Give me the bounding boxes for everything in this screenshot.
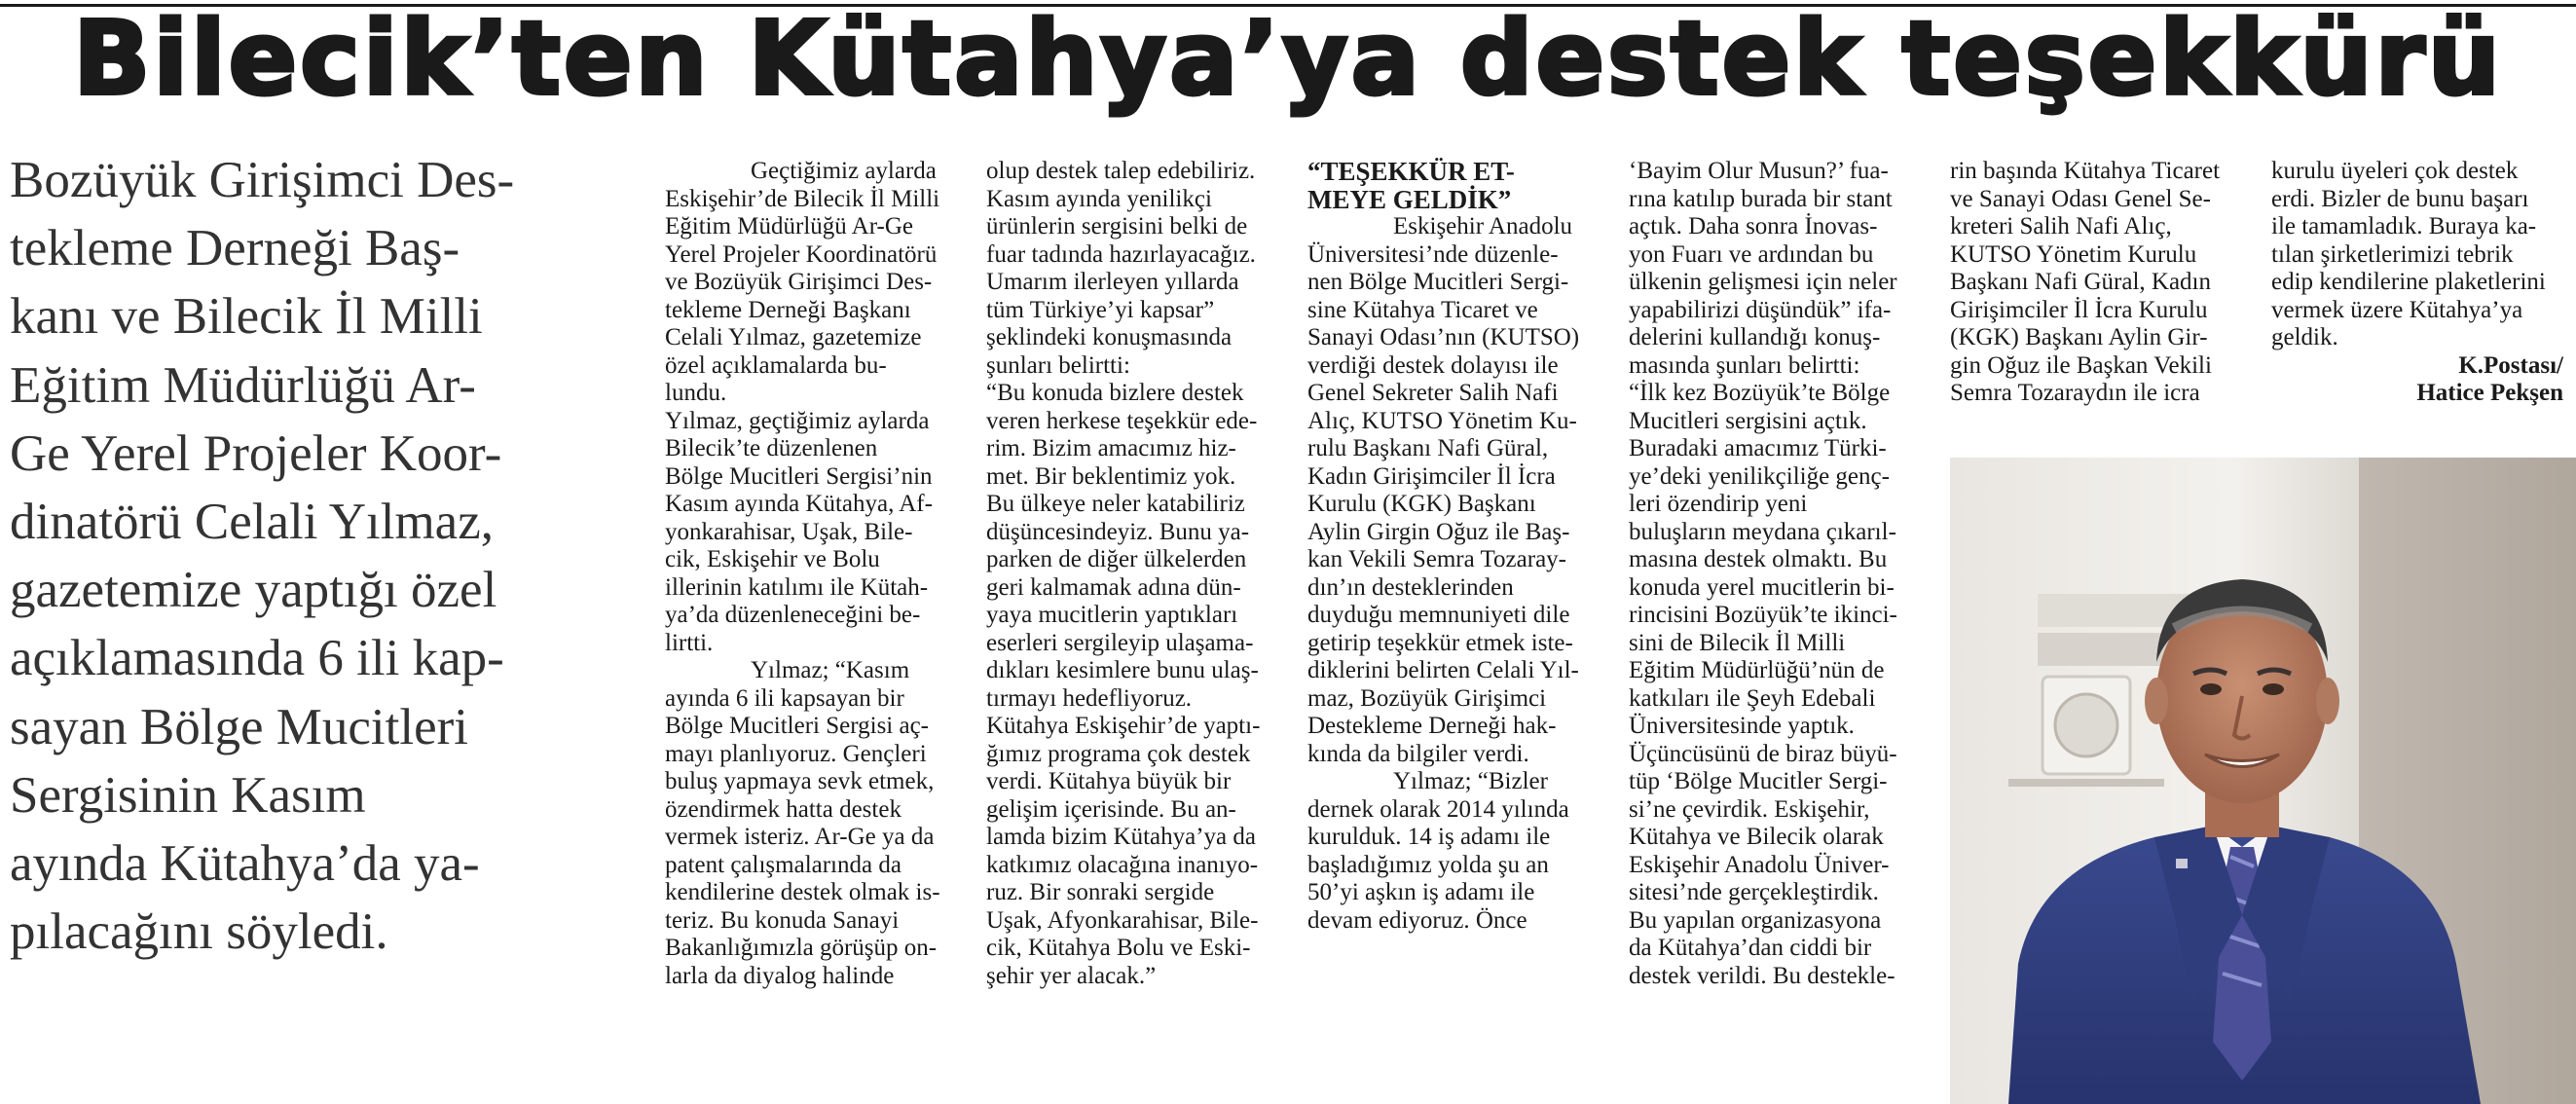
lead-line: Bozüyük Girişimci Des- xyxy=(10,152,515,208)
body-line: gelişim içerisinde. Bu an- xyxy=(986,795,1236,823)
lead-line: Sergisinin Kasım xyxy=(10,766,366,824)
body-line: Kasım ayında yenilikçi xyxy=(986,185,1212,212)
body-line: Geçtiğimiz aylarda xyxy=(751,158,937,184)
body-line: Genel Sekreter Salih Nafi xyxy=(1307,380,1559,406)
body-line: Uşak, Afyonkarahisar, Bile- xyxy=(986,906,1259,934)
body-line: açtık. Daha sonra İnovas- xyxy=(1629,213,1878,239)
body-line: vermek üzere Kütahya’ya xyxy=(2271,296,2523,323)
body-line: katkıları ile Şeyh Edebali xyxy=(1629,684,1876,712)
body-line: Semra Tozaraydın ile icra xyxy=(1950,380,2200,406)
body-line: devam ediyoruz. Önce xyxy=(1307,906,1527,934)
body-line: kreteri Salih Nafi Alıç, xyxy=(1950,213,2172,239)
body-line: geldik. xyxy=(2271,324,2338,350)
body-line: düşüncesindeyiz. Bunu ya- xyxy=(986,518,1250,545)
body-line: mayı planlıyoruz. Gençleri xyxy=(665,740,927,767)
body-line: olup destek talep edebiliriz. xyxy=(986,158,1256,184)
body-line: lundu. xyxy=(665,380,727,406)
body-line: ye’deki yenilikçiliğe genç- xyxy=(1629,462,1890,490)
body-line: si’ne çevirdik. Eskişehir, xyxy=(1629,795,1870,823)
body-line: Kütahya Eskişehir’de yaptı- xyxy=(986,713,1261,739)
body-line: rin başında Kütahya Ticaret xyxy=(1950,158,2221,184)
body-line: tılan şirketlerimizi tebrik xyxy=(2271,240,2514,268)
body-line: sine Kütahya Ticaret ve xyxy=(1307,296,1538,323)
lead-line: açıklamasında 6 ili kap- xyxy=(10,630,504,687)
body-line: delerini kullandığı konuş- xyxy=(1629,324,1881,350)
body-line: rim. Bizim amacımız hiz- xyxy=(986,435,1236,461)
body-line: ğımız programa çok destek xyxy=(986,740,1251,767)
body-line: Kurulu (KGK) Başkanı xyxy=(1307,491,1536,517)
body-line: getirip teşekkür etmek iste- xyxy=(1307,629,1573,656)
body-line: Eskişehir Anadolu xyxy=(1393,213,1573,239)
body-line: masında şunları belirtti: xyxy=(1629,351,1860,379)
body-line: gin Oğuz ile Başkan Vekili xyxy=(1950,351,2212,379)
body-line: lamda bizim Kütahya’ya da xyxy=(986,824,1256,850)
body-line: ürünlerin sergisini belki de xyxy=(986,213,1248,239)
body-line: kendilerine destek olmak is- xyxy=(665,879,940,905)
body-line: (KGK) Başkanı Aylin Gir- xyxy=(1950,324,2208,350)
body-line: fuar tadında hazırlayacağız. xyxy=(986,240,1256,268)
lead-line: kanı ve Bilecik İl Milli xyxy=(10,288,483,346)
body-line: maz, Bozüyük Girişimci xyxy=(1307,684,1547,712)
body-line: Üniversitesinde yaptık. xyxy=(1629,713,1855,739)
body-line: nen Bölge Mucitleri Sergi- xyxy=(1307,269,1569,295)
body-line: kan Vekili Semra Tozaray- xyxy=(1307,546,1566,572)
body-line: şeklindeki konuşmasında xyxy=(986,324,1233,350)
body-line: patent çalışmalarında da xyxy=(665,851,902,878)
article-column-3 xyxy=(1307,158,1600,1092)
body-line: rına katılıp burada bir stant xyxy=(1629,185,1893,212)
body-line: Buradaki amacımız Türki- xyxy=(1629,435,1887,461)
body-line: ve Bozüyük Girişimci Des- xyxy=(665,269,933,295)
body-line: masına destek olmaktı. Bu xyxy=(1629,546,1888,572)
body-line: katkımız olacağına inanıyo- xyxy=(986,851,1259,878)
body-line: Mucitleri sergisini açtık. xyxy=(1629,407,1867,434)
subheading-line: MEYE GELDİK” xyxy=(1307,184,1512,214)
body-line: veren herkese teşekkür ede- xyxy=(986,407,1258,434)
body-line: Yılmaz; “Kasım xyxy=(751,657,910,683)
body-line: konuda yerel mucitlerin bi- xyxy=(1629,573,1895,601)
body-line: destek verildi. Bu destekle- xyxy=(1629,962,1895,989)
body-line: Girişimciler İl İcra Kurulu xyxy=(1950,296,2208,323)
body-line: Üniversitesi’nde düzenle- xyxy=(1307,240,1559,268)
body-line: parken de diğer ülkelerden xyxy=(986,546,1247,572)
body-line: dıkları kesimlere bunu ulaş- xyxy=(986,657,1259,683)
body-line: cik, Eskişehir ve Bolu xyxy=(665,546,880,572)
body-line: ile tamamladık. Buraya ka- xyxy=(2271,213,2537,239)
body-line: Kadın Girişimciler İl İcra xyxy=(1307,462,1556,490)
body-line: tüm Türkiye’yi kapsar” xyxy=(986,296,1215,323)
body-line: ruz. Bir sonraki sergide xyxy=(986,879,1215,905)
lead-line: dinatörü Celali Yılmaz, xyxy=(10,493,494,550)
body-line: yon Fuarı ve ardından bu xyxy=(1629,240,1874,268)
body-line: Aylin Girgin Oğuz ile Baş- xyxy=(1307,518,1570,545)
body-line: yonkarahisar, Uşak, Bile- xyxy=(665,518,913,545)
body-line: şunları belirtti: xyxy=(986,351,1130,379)
body-line: ayında 6 ili kapsayan bir xyxy=(665,684,904,712)
lead-line: gazetemize yaptığı özel xyxy=(10,562,497,619)
body-line: lirtti. xyxy=(665,629,714,656)
body-line: da Kütahya’dan ciddi bir xyxy=(1629,935,1872,961)
body-line: şehir yer alacak.” xyxy=(986,962,1157,989)
body-line: özendirmek hatta destek xyxy=(665,795,902,823)
body-line: kurulu üyeleri çok destek xyxy=(2271,158,2519,184)
body-line: duyduğu memnuniyeti dile xyxy=(1307,602,1570,628)
body-line: “İlk kez Bozüyük’te Bölge xyxy=(1629,380,1891,406)
body-line: geri kalmamak adına dün- xyxy=(986,573,1241,601)
body-line: Bakanlığımızla görüşüp on- xyxy=(665,935,938,961)
body-line: özel açıklamalarda bu- xyxy=(665,351,887,379)
body-line: başladığımız yolda şu an xyxy=(1307,851,1549,878)
lead-line: Ge Yerel Projeler Koor- xyxy=(10,424,502,482)
body-line: rincisini Bozüyük’te ikinci- xyxy=(1629,602,1897,628)
body-line: vermek isteriz. Ar-Ge ya da xyxy=(665,824,935,850)
body-line: Bilecik’te düzenlenen xyxy=(665,435,878,461)
body-line: Yılmaz; “Bizler xyxy=(1393,768,1548,794)
lead-line: ayında Kütahya’da ya- xyxy=(10,834,480,892)
lead-line: sayan Bölge Mucitleri xyxy=(10,698,468,755)
body-line: tırmayı hedefliyoruz. xyxy=(986,684,1193,712)
body-line: cik, Kütahya Bolu ve Eski- xyxy=(986,935,1251,961)
body-line: kurulduk. 14 iş adamı ile xyxy=(1307,824,1551,850)
article-column-4 xyxy=(1629,158,1921,1092)
lead-line: Eğitim Müdürlüğü Ar- xyxy=(10,356,476,414)
body-line: Kütahya ve Bilecik olarak xyxy=(1629,824,1884,850)
body-line: dın’ın desteklerinden xyxy=(1307,573,1514,601)
article-column-2 xyxy=(986,158,1278,1092)
body-line: met. Bir beklentimiz yok. xyxy=(986,462,1236,490)
body-line: buluş yapmaya sevk etmek, xyxy=(665,768,935,794)
body-line: verdi. Kütahya büyük bir xyxy=(986,768,1232,794)
body-line: yaya mucitlerin yaptıkları xyxy=(986,602,1238,628)
body-line: KUTSO Yönetim Kurulu xyxy=(1950,240,2197,268)
body-line: ülkenin gelişmesi için neler xyxy=(1629,269,1897,295)
body-line: Başkanı Nafi Güral, Kadın xyxy=(1950,269,2211,295)
body-line: Destekleme Derneği hak- xyxy=(1307,713,1557,739)
body-line: tekleme Derneği Başkanı xyxy=(665,296,911,323)
body-line: Bu ülkeye neler katabiliriz xyxy=(986,491,1245,517)
body-line: teriz. Bu konuda Sanayi xyxy=(665,906,900,934)
body-line: ‘Bayim Olur Musun?’ fua- xyxy=(1629,158,1889,184)
body-line: sitesi’nde gerçekleştirdik. xyxy=(1629,879,1879,905)
lead-paragraph xyxy=(10,146,623,1081)
body-line: erdi. Bizler de bunu başarı xyxy=(2271,185,2529,212)
byline: Hatice Pekşen xyxy=(2416,380,2563,406)
body-line: Bölge Mucitleri Sergisi aç- xyxy=(665,713,930,739)
body-line: 50’yi aşkın iş adamı ile xyxy=(1307,879,1535,905)
body-line: Umarım ilerleyen yıllarda xyxy=(986,269,1239,295)
body-line: Sanayi Odası’nın (KUTSO) xyxy=(1307,324,1580,350)
body-line: tüp ‘Bölge Mucitler Sergi- xyxy=(1629,768,1888,794)
body-line: Yılmaz, geçtiğimiz aylarda xyxy=(665,407,930,434)
body-line: Eğitim Müdürlüğü Ar-Ge xyxy=(665,213,914,239)
portrait-photo xyxy=(1950,458,2576,1104)
body-line: Kasım ayında Kütahya, Af- xyxy=(665,491,933,517)
byline: K.Postası/ xyxy=(2458,351,2563,379)
body-line: “Bu konuda bizlere destek xyxy=(986,380,1244,406)
body-line: yapabilirizi düşündük” ifa- xyxy=(1629,296,1892,323)
article-column-1 xyxy=(665,158,957,1092)
body-line: diklerini belirten Celali Yıl- xyxy=(1307,657,1579,683)
body-line: Eskişehir’de Bilecik İl Milli xyxy=(665,185,940,212)
lead-line: tekleme Derneği Baş- xyxy=(10,220,460,277)
body-line: ve Sanayi Odası Genel Se- xyxy=(1950,185,2211,212)
body-line: Alıç, KUTSO Yönetim Ku- xyxy=(1307,407,1577,434)
body-line: Eğitim Müdürlüğü’nün de xyxy=(1629,657,1885,683)
body-line: sini de Bilecik İl Milli xyxy=(1629,629,1846,656)
body-line: rulu Başkanı Nafi Güral, xyxy=(1307,435,1549,461)
body-line: Eskişehir Anadolu Üniver- xyxy=(1629,851,1890,878)
body-line: eserleri sergileyip ulaşama- xyxy=(986,629,1254,656)
headline: Bilecik’ten Kütahya’ya destek teşekkürü xyxy=(73,0,2503,118)
body-line: Bölge Mucitleri Sergisi’nin xyxy=(665,462,933,490)
body-line: illerinin katılımı ile Kütah- xyxy=(665,573,929,601)
body-line: verdiği destek dolayısı ile xyxy=(1307,351,1559,379)
body-line: kında da bilgiler verdi. xyxy=(1307,740,1529,767)
body-line: Yerel Projeler Koordinatörü xyxy=(665,240,938,268)
body-line: Celali Yılmaz, gazetemize xyxy=(665,324,922,350)
body-line: Bu yapılan organizasyona xyxy=(1629,906,1882,934)
subheading-line: “TEŞEKKÜR ET- xyxy=(1307,157,1515,186)
body-line: buluşların meydana çıkarıl- xyxy=(1629,518,1896,545)
body-line: larla da diyalog halinde xyxy=(665,962,895,989)
body-line: ya’da düzenleneceğini be- xyxy=(665,602,921,628)
body-line: leri özendirip yeni xyxy=(1629,491,1808,517)
body-line: Üçüncüsünü de biraz büyü- xyxy=(1629,740,1897,767)
body-line: edip kendilerine plaketlerini xyxy=(2271,269,2546,295)
lead-line: pılacağını söyledi. xyxy=(10,903,388,961)
body-line: dernek olarak 2014 yılında xyxy=(1307,795,1569,823)
